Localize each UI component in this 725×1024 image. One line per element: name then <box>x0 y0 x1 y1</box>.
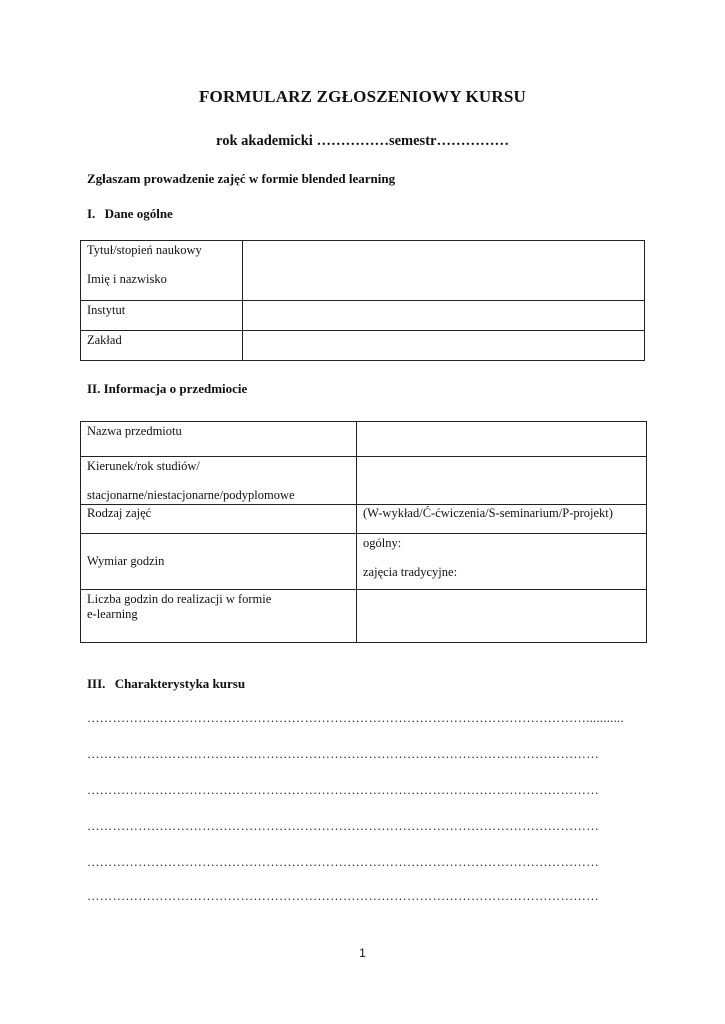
course-description-line[interactable]: ………………………………………………………………………………………………………........... <box>87 711 624 725</box>
course-name-field[interactable] <box>357 422 647 457</box>
elearning-hours-label: Liczba godzin do realizacji w formie <box>87 592 272 606</box>
field-year-label-cell <box>81 457 357 505</box>
course-name-label: Nazwa przedmiotu <box>81 422 357 457</box>
section-3-title: Charakterystyka kursu <box>114 676 246 691</box>
table-row <box>81 331 645 361</box>
course-description-line[interactable]: ………………………………………………………………………………………………………… <box>87 747 599 761</box>
section-3-heading <box>87 676 245 692</box>
title-name-label-cell <box>81 241 243 301</box>
study-mode-label: stacjonarne/niestacjonarne/podyplomowe <box>87 488 295 502</box>
class-type-label: Rodzaj zajęć <box>81 505 357 534</box>
field-year-label: Kierunek/rok studiów/ <box>87 459 200 473</box>
class-type-field[interactable]: (W-wykład/Ć-ćwiczenia/S-seminarium/P-projekt) <box>357 505 647 534</box>
institute-field[interactable] <box>243 301 645 331</box>
section-1-heading <box>87 206 173 222</box>
general-data-table <box>80 240 645 361</box>
hours-label: Wymiar godzin <box>81 534 357 590</box>
department-label: Zakład <box>81 331 243 361</box>
department-field[interactable] <box>243 331 645 361</box>
section-2-heading: II. Informacja o przedmiocie <box>87 381 248 396</box>
course-description-line[interactable]: ………………………………………………………………………………………………………… <box>87 819 599 833</box>
total-hours-label: ogólny: <box>363 536 402 550</box>
title-name-field[interactable] <box>243 241 645 301</box>
institute-label: Instytut <box>81 301 243 331</box>
course-description-line[interactable]: ………………………………………………………………………………………………………… <box>87 783 599 797</box>
section-3-number: III. <box>87 676 106 691</box>
academic-year-semester-line: rok akademicki ……………semestr…………… <box>216 133 509 149</box>
page-number: 1 <box>359 946 366 960</box>
academic-title-label: Tytuł/stopień naukowy <box>87 243 202 257</box>
table-row <box>81 457 647 505</box>
elearning-label: e-learning <box>87 607 138 621</box>
table-row <box>81 534 647 590</box>
traditional-hours-label: zajęcia tradycyjne: <box>363 565 458 579</box>
section-1-number: I. <box>87 206 96 221</box>
elearning-hours-label-cell <box>81 590 357 643</box>
full-name-label: Imię i nazwisko <box>87 272 167 286</box>
course-description-line[interactable]: ………………………………………………………………………………………………………… <box>87 889 599 903</box>
section-1-title: Dane ogólne <box>104 206 173 221</box>
intro-statement: Zgłaszam prowadzenie zajęć w formie blended learning <box>87 171 396 186</box>
table-row <box>81 590 647 643</box>
course-info-table <box>80 421 647 643</box>
form-title: FORMULARZ ZGŁOSZENIOWY KURSU <box>198 87 527 106</box>
hours-field-cell[interactable] <box>357 534 647 590</box>
field-year-field[interactable] <box>357 457 647 505</box>
elearning-hours-field[interactable] <box>357 590 647 643</box>
course-description-line[interactable]: ………………………………………………………………………………………………………… <box>87 855 599 869</box>
table-row <box>81 505 647 534</box>
table-row <box>81 241 645 301</box>
table-row <box>81 422 647 457</box>
table-row <box>81 301 645 331</box>
